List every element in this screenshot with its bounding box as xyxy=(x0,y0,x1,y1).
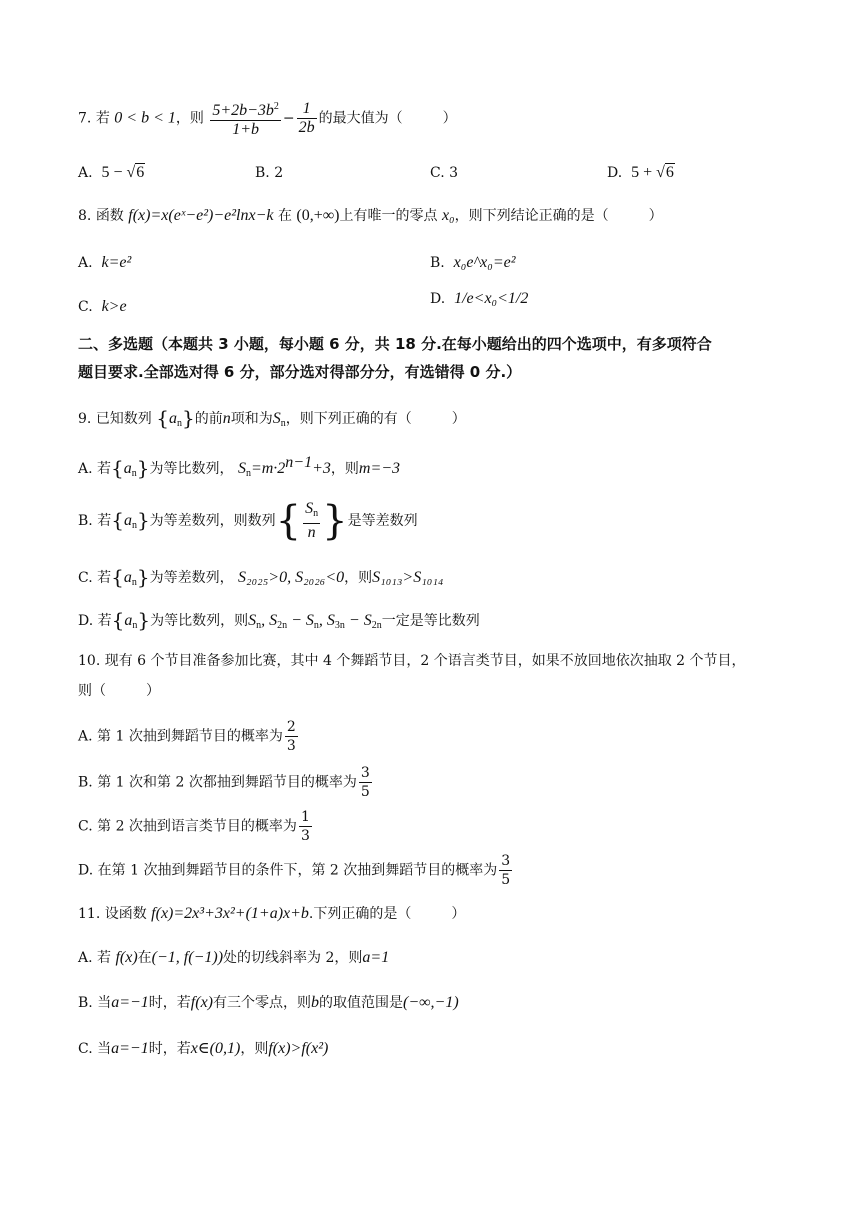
q7-fraction-2: $\frac{1}{2b}$ xyxy=(298,100,315,136)
q9-option-b: B. 若$\{a_n\}$为等差数列，则数列{ $\frac{S_n}{n}$ }是等差数列 xyxy=(78,498,418,544)
q11-option-c: C. 当a=−1时，若x∈(0,1)，则f(x)>f(x²) xyxy=(78,1040,329,1057)
q10-stem-2: 则（ ） xyxy=(78,683,160,699)
q11-stem: 11. 设函数 f(x)=2x³+3x²+(1+a)x+b.下列正确的是（ ） xyxy=(78,905,466,922)
q8-option-b: B. x₀e^x₀=e² xyxy=(430,254,516,271)
q11-option-b: B. 当a=−1时，若f(x)有三个零点，则b的取值范围是(−∞,−1) xyxy=(78,994,459,1011)
q7-option-b: B. 2 xyxy=(255,165,284,181)
q9-stem: 9. 已知数列 $\{a_n\}$的前n项和为$S_n$，则下列正确的有（ ） xyxy=(78,406,466,430)
q8-stem: 8. 函数 f(x)=x(eˣ−e²)−e²lnx−k 在 (0,+∞)上有唯一的零点 x₀，则下列结论正确的是（ ） xyxy=(78,207,663,224)
q7-option-c: C. 3 xyxy=(430,165,459,181)
q10-option-b: B. 第 1 次和第 2 次都抽到舞蹈节目的概率为 $\frac{3}{5}$ xyxy=(78,765,370,800)
q7-stem: 7. 若 0 < b < 1，则 $\frac{5+2b-3b^2}{1+b}$ − $\frac{1}{2b}$ 的最大值为（ ） xyxy=(78,100,457,138)
q9-option-a: A. 若$\{a_n\}$为等比数列， $S_n=m\cdot 2^{n-1}+3$，则m=−3 xyxy=(78,454,401,480)
q10-stem: 10. 现有 6 个节目准备参加比赛，其中 4 个舞蹈节目，2 个语言类节目，如果不放回地依次抽取 2 个节目， xyxy=(78,653,746,669)
q7-fraction-1: $\frac{5+2b-3b^2}{1+b}$ xyxy=(210,98,281,139)
q10-option-a: A. 第 1 次抽到舞蹈节目的概率为 $\frac{2}{3}$ xyxy=(78,719,296,754)
q8-option-d: D. 1/e<x₀<1/2 xyxy=(430,290,529,307)
q11-option-a: A. 若 f(x)在(−1, f(−1))处的切线斜率为 2，则a=1 xyxy=(78,949,390,966)
section-2-heading: 二、多选题（本题共 3 小题，每小题 6 分，共 18 分.在每小题给出的四个选项中，有多项符合 题目要求.全部选对得 6 分，部分选对得部分分，有选错得 0 分.） xyxy=(78,335,712,381)
q8-option-c: C. k>e xyxy=(78,298,127,315)
q10-option-d: D. 在第 1 次抽到舞蹈节目的条件下，第 2 次抽到舞蹈节目的概率为 $\frac{3}{5}$ xyxy=(78,853,511,888)
q7-option-a: A. 5 − √6 xyxy=(78,164,145,181)
q9-option-d: D. 若$\{a_n\}$为等比数列，则$S_n$, $S_{2n} - S_n$, $S_{3n} - S_{2n}$一定是等比数列 xyxy=(78,608,480,632)
q10-option-c: C. 第 2 次抽到语言类节目的概率为 $\frac{1}{3}$ xyxy=(78,809,310,844)
q9-option-c: C. 若$\{a_n\}$为等差数列， S₂₀₂₅>0, S₂₀₂₆<0，则S₁₀₁₃>S₁₀₁₄ xyxy=(78,565,444,589)
q11-function: f(x)=2x³+3x²+(1+a)x+b xyxy=(151,905,309,922)
q8-interval: (0,+∞) xyxy=(296,207,340,224)
q8-function: f(x)=x(eˣ−e²)−e²lnx−k xyxy=(128,207,274,224)
q8-option-a: A. k=e² xyxy=(78,254,132,271)
q7-option-d: D. 5 + √6 xyxy=(607,164,674,181)
q7-condition: 0 < b < 1 xyxy=(114,109,176,127)
